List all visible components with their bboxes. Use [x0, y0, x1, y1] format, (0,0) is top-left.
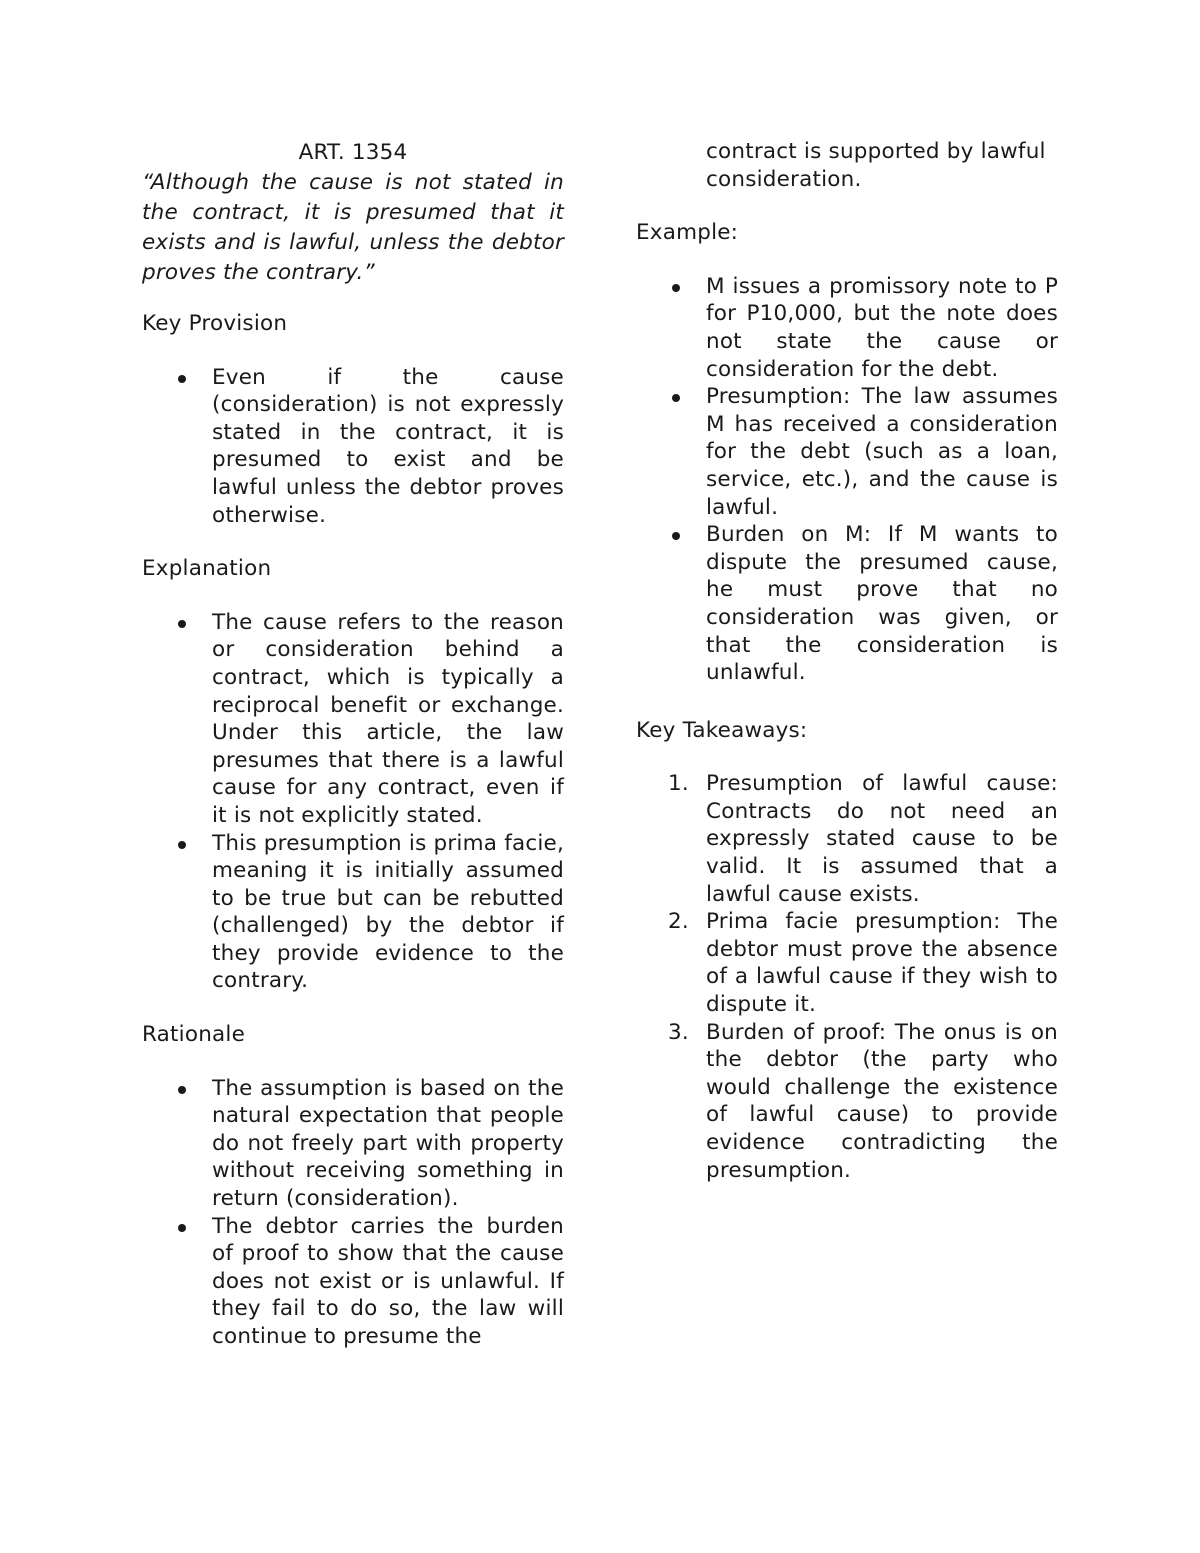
list-item: The assumption is based on the natural expectation that people do not freely part with property without receiving something in return (consideration).: [212, 1075, 564, 1212]
list-item-text: Prima facie presumption: The debtor must prove the absence of a lawful cause if they wish to dispute it.: [706, 909, 1058, 1018]
example-list: [636, 273, 1058, 687]
list-item: The cause refers to the reason or consideration behind a contract, which is typically a reciprocal benefit or exchange. Under this article, the law presumes that there is a lawful cause for any contract, even if it is not explicitly stated.: [212, 609, 564, 828]
key-provision-heading: Key Provision: [142, 311, 288, 336]
example-heading: Example:: [636, 220, 739, 246]
list-item: Presumption: The law assumes M has received a consideration for the debt (such as a loan, service, etc.), and the cause is lawful.: [706, 384, 1058, 520]
key-provision-list: [142, 364, 564, 530]
rationale-heading: Rationale: [142, 1022, 246, 1048]
list-item: [668, 908, 1058, 1018]
key-takeaways-heading: Key Takeaways:: [636, 717, 808, 743]
right-column: [636, 138, 1058, 1184]
list-item-text: Burden of proof: The onus is on the debtor (the party who would challenge the existence of lawful cause) to provide evidence contradicting the presumption.: [706, 1019, 1058, 1183]
list-item: [668, 1019, 1058, 1185]
continuation-text: contract is supported by lawful consideration.: [706, 139, 1046, 192]
list-number: 1.: [668, 771, 689, 797]
list-item: Burden on M: If M wants to dispute the presumed cause, he must prove that no consideration was given, or that the consideration is unlawful.: [706, 522, 1058, 686]
explanation-list: [142, 609, 564, 995]
list-item: The debtor carries the burden of proof to show that the cause does not exist or is unlawful. If they fail to do so, the law will continue to presume the: [212, 1213, 564, 1349]
left-column: [142, 138, 564, 1351]
list-item: M issues a promissory note to P for P10,000, but the note does not state the cause or consideration for the debt.: [706, 273, 1058, 382]
explanation-heading: Explanation: [142, 556, 272, 582]
list-item: This presumption is prima facie, meaning it is initially assumed to be true but can be rebutted (challenged) by the debtor if they provide evidence to the contrary.: [212, 830, 564, 994]
list-item: Even if the cause (consideration) is not expressly stated in the contract, it is presumed to exist and be lawful unless the debtor proves otherwise.: [212, 364, 564, 528]
list-item: [668, 770, 1058, 908]
list-item-text: Presumption of lawful cause: Contracts do not need an expressly stated cause to be valid. It is assumed that a lawful cause exists.: [706, 771, 1058, 907]
list-number: 2.: [668, 909, 689, 935]
list-number: 3.: [668, 1019, 689, 1045]
key-takeaways-list: [636, 770, 1058, 1184]
rationale-list: [142, 1075, 564, 1351]
article-quote: “Although the cause is not stated in the contract, it is presumed that it exists and is lawful, unless the debtor proves the contrary.”: [142, 170, 564, 285]
article-title: ART. 1354: [298, 140, 408, 165]
